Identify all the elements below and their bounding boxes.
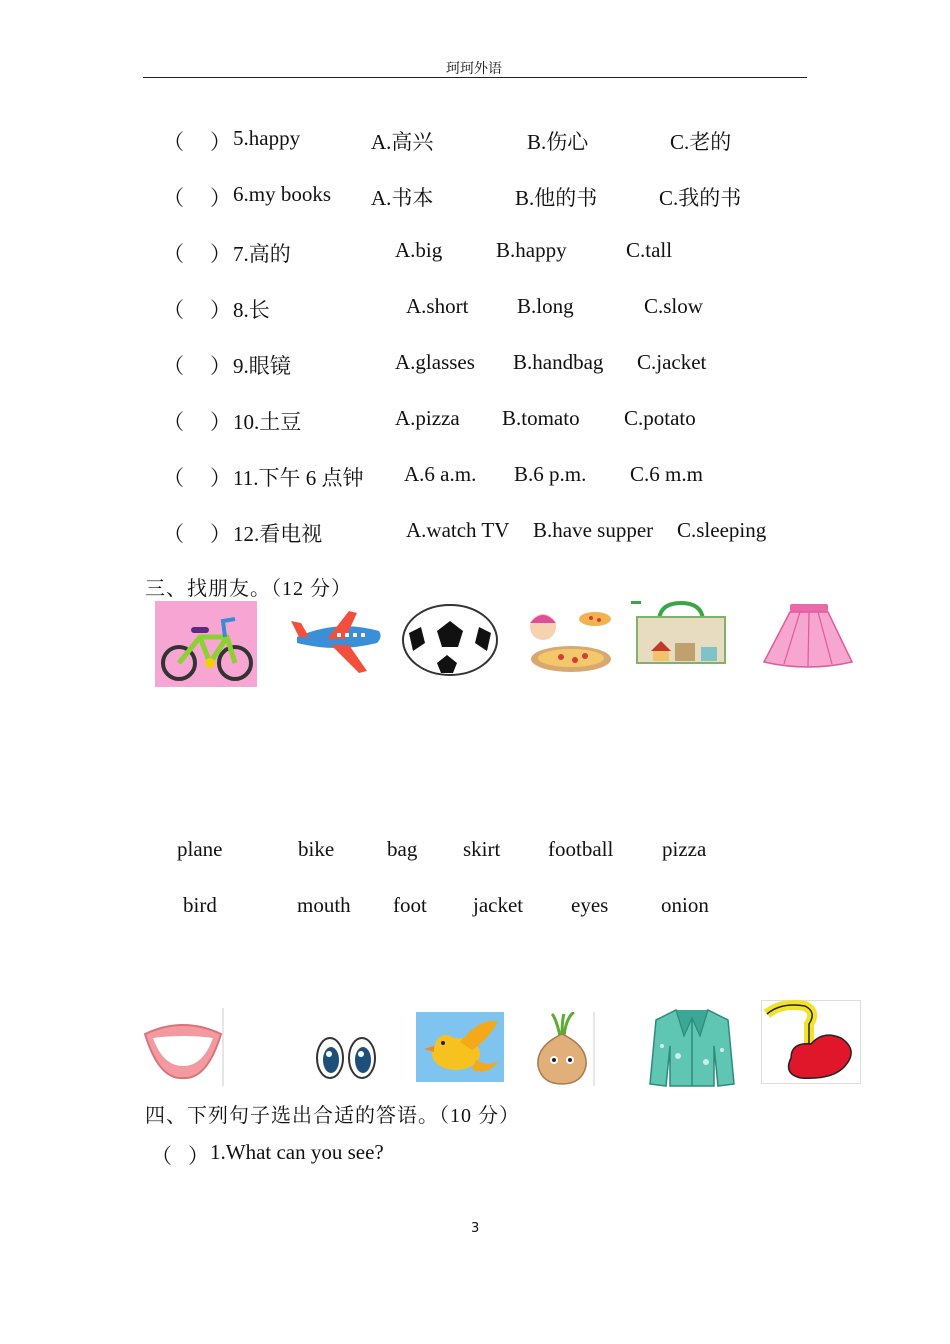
- answer-paren-open[interactable]: （: [163, 410, 184, 434]
- plane-picture: [287, 601, 387, 679]
- word-onion: onion: [661, 893, 709, 917]
- bag-picture: [631, 601, 731, 665]
- option-b: B.伤心: [527, 130, 589, 154]
- option-a: A.pizza: [395, 406, 460, 430]
- bird-picture: [416, 1012, 504, 1082]
- skirt-picture: [760, 602, 856, 670]
- answer-paren-open[interactable]: （: [163, 522, 184, 546]
- option-c: C.6 m.m: [630, 462, 703, 486]
- option-a: A.short: [406, 294, 469, 318]
- answer-paren-open[interactable]: （: [163, 130, 184, 154]
- bike-picture: [155, 601, 257, 687]
- answer-paren-close: ）: [210, 298, 231, 322]
- option-b: B.tomato: [502, 406, 580, 430]
- section3-title: 三、找朋友。（12 分）: [145, 578, 352, 600]
- option-b: B.他的书: [515, 186, 598, 210]
- option-c: C.sleeping: [677, 518, 767, 542]
- word-skirt: skirt: [463, 837, 501, 861]
- option-b: B.happy: [496, 238, 567, 262]
- pizza-picture: [517, 605, 617, 673]
- answer-paren-close: ）: [210, 466, 231, 490]
- word-plane: plane: [177, 837, 223, 861]
- answer-paren-open[interactable]: （: [163, 186, 184, 210]
- eyes-picture: [314, 1034, 378, 1082]
- page-number: 3: [471, 1221, 480, 1236]
- football-picture: [401, 603, 499, 677]
- answer-paren-open[interactable]: （: [163, 354, 184, 378]
- answer-paren-close: ）: [210, 130, 231, 154]
- question-stem: 8.长: [233, 298, 270, 322]
- option-c: C.jacket: [637, 350, 707, 374]
- option-a: A.书本: [371, 186, 434, 210]
- foot-picture: [761, 1000, 861, 1084]
- word-bike: bike: [298, 837, 335, 861]
- option-a: A.6 a.m.: [404, 462, 477, 486]
- option-b: B.handbag: [513, 350, 604, 374]
- answer-paren-close: ）: [210, 522, 231, 546]
- section4-title: 四、下列句子选出合适的答语。（10 分）: [145, 1105, 520, 1127]
- option-a: A.glasses: [395, 350, 475, 374]
- question-stem: 11.下午 6 点钟: [233, 466, 364, 490]
- onion-picture: [530, 1012, 596, 1086]
- mouth-picture: [141, 1008, 225, 1086]
- option-c: C.老的: [670, 130, 732, 154]
- answer-paren-open[interactable]: （: [163, 242, 184, 266]
- word-pizza: pizza: [662, 837, 707, 861]
- word-football: football: [548, 837, 614, 861]
- option-b: B.long: [517, 294, 574, 318]
- question-stem: 9.眼镜: [233, 354, 291, 378]
- option-a: A.高兴: [371, 130, 434, 154]
- jacket-picture: [648, 1006, 736, 1088]
- answer-paren-close: ）: [210, 354, 231, 378]
- answer-paren-close: ）: [210, 186, 231, 210]
- word-foot: foot: [393, 893, 427, 917]
- question-stem: 6.my books: [233, 182, 332, 206]
- option-a: A.big: [395, 238, 443, 262]
- answer-paren-open[interactable]: （: [151, 1144, 172, 1168]
- option-a: A.watch TV: [406, 518, 510, 542]
- word-bird: bird: [183, 893, 217, 917]
- answer-paren-close: ）: [210, 242, 231, 266]
- option-c: C.我的书: [659, 186, 742, 210]
- word-eyes: eyes: [571, 893, 609, 917]
- option-c: C.potato: [624, 406, 696, 430]
- answer-paren-open[interactable]: （: [163, 298, 184, 322]
- question-stem: 7.高的: [233, 242, 291, 266]
- question-stem: 10.土豆: [233, 410, 302, 434]
- option-c: C.slow: [644, 294, 703, 318]
- answer-paren-close: ）: [210, 410, 231, 434]
- header-rule: [143, 77, 807, 78]
- word-jacket: jacket: [473, 893, 524, 917]
- answer-paren-close: ）: [188, 1144, 209, 1168]
- option-b: B.have supper: [533, 518, 654, 542]
- header-title: 珂珂外语: [446, 61, 502, 77]
- section4-question-1: 1.What can you see?: [210, 1140, 384, 1164]
- option-b: B.6 p.m.: [514, 462, 587, 486]
- word-bag: bag: [387, 837, 418, 861]
- option-c: C.tall: [626, 238, 673, 262]
- word-mouth: mouth: [297, 893, 351, 917]
- answer-paren-open[interactable]: （: [163, 466, 184, 490]
- question-stem: 5.happy: [233, 126, 301, 150]
- question-stem: 12.看电视: [233, 522, 323, 546]
